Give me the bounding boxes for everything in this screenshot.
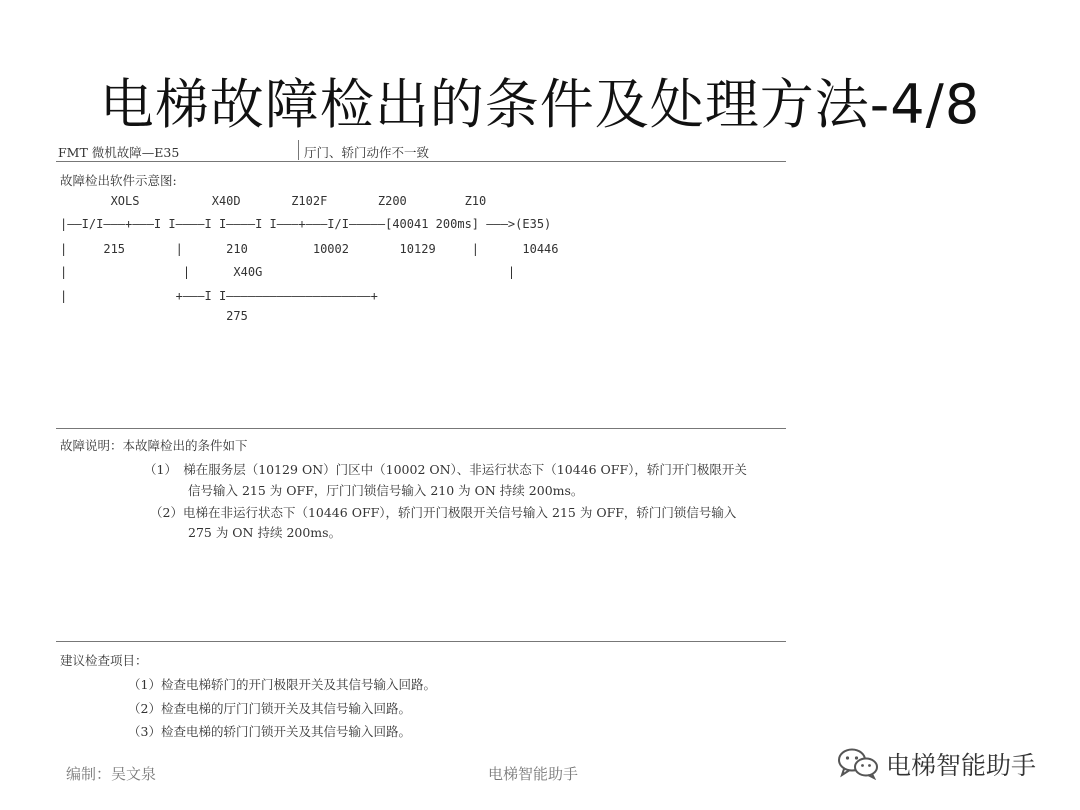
suggestion-item-3: （3）检查电梯的轿门门锁开关及其信号输入回路。 bbox=[128, 724, 411, 739]
explanation-label: 故障说明：本故障检出的条件如下 bbox=[60, 438, 248, 453]
fault-description: 厅门、轿门动作不一致 bbox=[304, 145, 430, 160]
footer-center: 电梯智能助手 bbox=[488, 765, 579, 783]
suggestions-rule bbox=[56, 641, 786, 642]
diagram-line-2: |——I/I———+———I I————I I————I I———+———I/I—————[40041 200ms] ———>(E35) bbox=[60, 217, 552, 231]
explanation-rule bbox=[56, 428, 786, 429]
suggestion-item-2: （2）检查电梯的厅门门锁开关及其信号输入回路。 bbox=[128, 701, 411, 716]
explanation-item-1-line-2: 信号输入 215 为 OFF，厅门门锁信号输入 210 为 ON 持续 200ms。 bbox=[188, 483, 584, 498]
explanation-item-2-line-1: （2）电梯在非运行状态下（10446 OFF），轿门开门极限开关信号输入 215 为 OFF，轿门门锁信号输入 bbox=[150, 505, 737, 520]
wechat-icon bbox=[836, 746, 880, 780]
explanation-item-1-line-1: （1） 梯在服务层（10129 ON）门区中（10002 ON）、非运行状态下（10446 OFF），轿门开门极限开关 bbox=[144, 462, 747, 477]
suggestion-item-1: （1）检查电梯轿门的开门极限开关及其信号输入回路。 bbox=[128, 677, 436, 692]
slide-title: 电梯故障检出的条件及处理方法-4/8 bbox=[99, 73, 981, 136]
diagram-label: 故障检出软件示意图: bbox=[60, 173, 177, 188]
header-rule bbox=[56, 161, 786, 162]
diagram-line-4: | | X40G | bbox=[60, 265, 516, 279]
footer-author: 编制：吴文泉 bbox=[66, 765, 157, 783]
brand-name: 电梯智能助手 bbox=[886, 751, 1037, 780]
suggestions-label: 建议检查项目： bbox=[60, 653, 148, 668]
diagram-line-1: XOLS X40D Z102F Z200 Z10 bbox=[60, 194, 487, 208]
header-divider bbox=[298, 140, 299, 160]
diagram-line-3: | 215 | 210 10002 10129 | 10446 bbox=[60, 242, 559, 256]
diagram-line-6: 275 bbox=[60, 309, 248, 323]
explanation-item-2-line-2: 275 为 ON 持续 200ms。 bbox=[188, 525, 342, 540]
diagram-line-5: | +———I I————————————————————+ bbox=[60, 289, 378, 303]
fault-code: FMT 微机故障—E35 bbox=[58, 145, 180, 160]
